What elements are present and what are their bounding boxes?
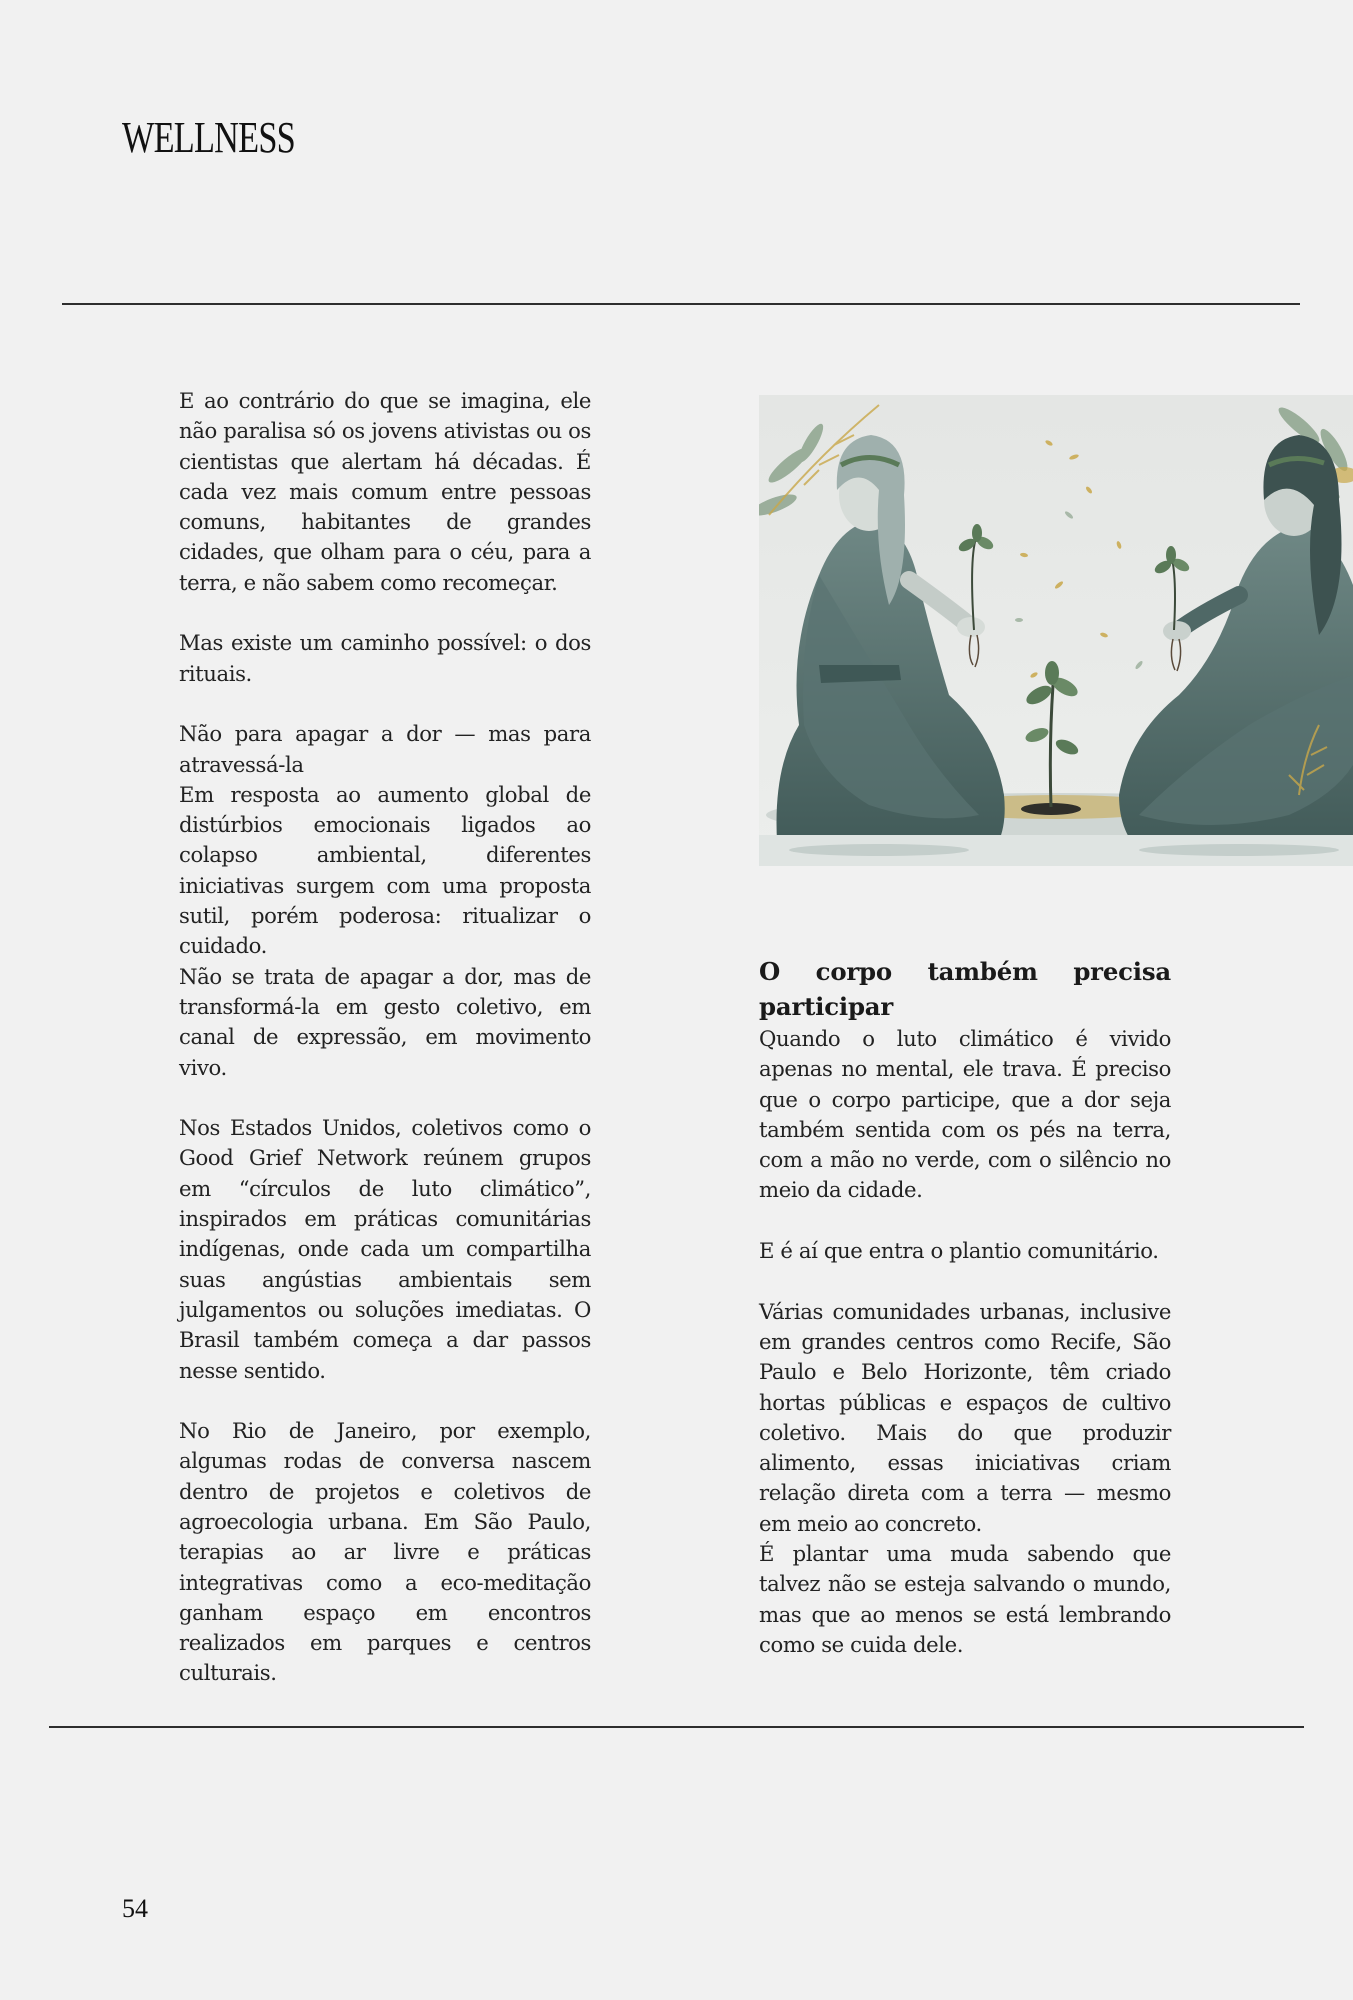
paragraph: Nos Estados Unidos, coletivos como o Good Grief Network reúnem grupos em “círculos de luto climático”, inspirados em práticas comunitárias indígenas, onde cada um compartilha suas angústias ambientais sem julgamentos ou soluções imediatas. O Brasil também começa a dar passos nesse sentido. <box>179 1115 591 1383</box>
paragraph: Não se trata de apagar a dor, mas de transformá-la em gesto coletivo, em canal de expressão, em movimento vivo. <box>179 963 591 1080</box>
paragraph: Em resposta ao aumento global de distúrbios emocionais ligados ao colapso ambiental, diferentes iniciativas surgem com uma proposta sutil, porém poderosa: ritualizar o cuidado. <box>179 781 591 959</box>
section-title: WELLNESS <box>122 113 295 162</box>
paragraph: Várias comunidades urbanas, inclusive em grandes centros como Recife, São Paulo e Belo Horizonte, têm criado hortas públicas e espaços de cultivo coletivo. Mais do que produzir alimento, essas iniciativas criam relação direta com a terra — mesmo em meio ao concreto. <box>759 1298 1171 1536</box>
top-divider <box>62 303 1300 305</box>
left-column <box>179 386 591 1689</box>
paragraph: Não para apagar a dor — mas para atravessá-la <box>179 721 591 777</box>
illustration-svg <box>759 395 1353 866</box>
paragraph: É plantar uma muda sabendo que talvez não se esteja salvando o mundo, mas que ao menos se está lembrando como se cuida dele. <box>759 1541 1171 1657</box>
paragraph: Mas existe um caminho possível: o dos rituais. <box>179 630 591 686</box>
bottom-divider <box>49 1726 1304 1728</box>
paragraph: E é aí que entra o plantio comunitário. <box>759 1238 1159 1264</box>
paragraph: E ao contrário do que se imagina, ele não paralisa só os jovens ativistas ou os cientistas que alertam há décadas. É cada vez mais comum entre pessoas comuns, habitantes de grandes cidades, que olham para o céu, para a terra, e não sabem como recomeçar. <box>179 388 591 595</box>
paragraph: Quando o luto climático é vivido apenas no mental, ele trava. É preciso que o corpo participe, que a dor seja também sentida com os pés na terra, com a mão no verde, com o silêncio no meio da cidade. <box>759 1026 1171 1203</box>
two-women-planting-illustration <box>759 395 1353 866</box>
paragraph: No Rio de Janeiro, por exemplo, algumas rodas de conversa nascem dentro de projetos e coletivos de agroecologia urbana. Em São Paulo, terapias ao ar livre e práticas integrativas como a eco-meditação ganham espaço em encontros realizados em parques e centros culturais. <box>179 1418 591 1686</box>
section-heading: O corpo também precisa participar <box>759 957 1171 1021</box>
page-number: 54 <box>122 1894 148 1923</box>
right-column <box>759 954 1171 1660</box>
